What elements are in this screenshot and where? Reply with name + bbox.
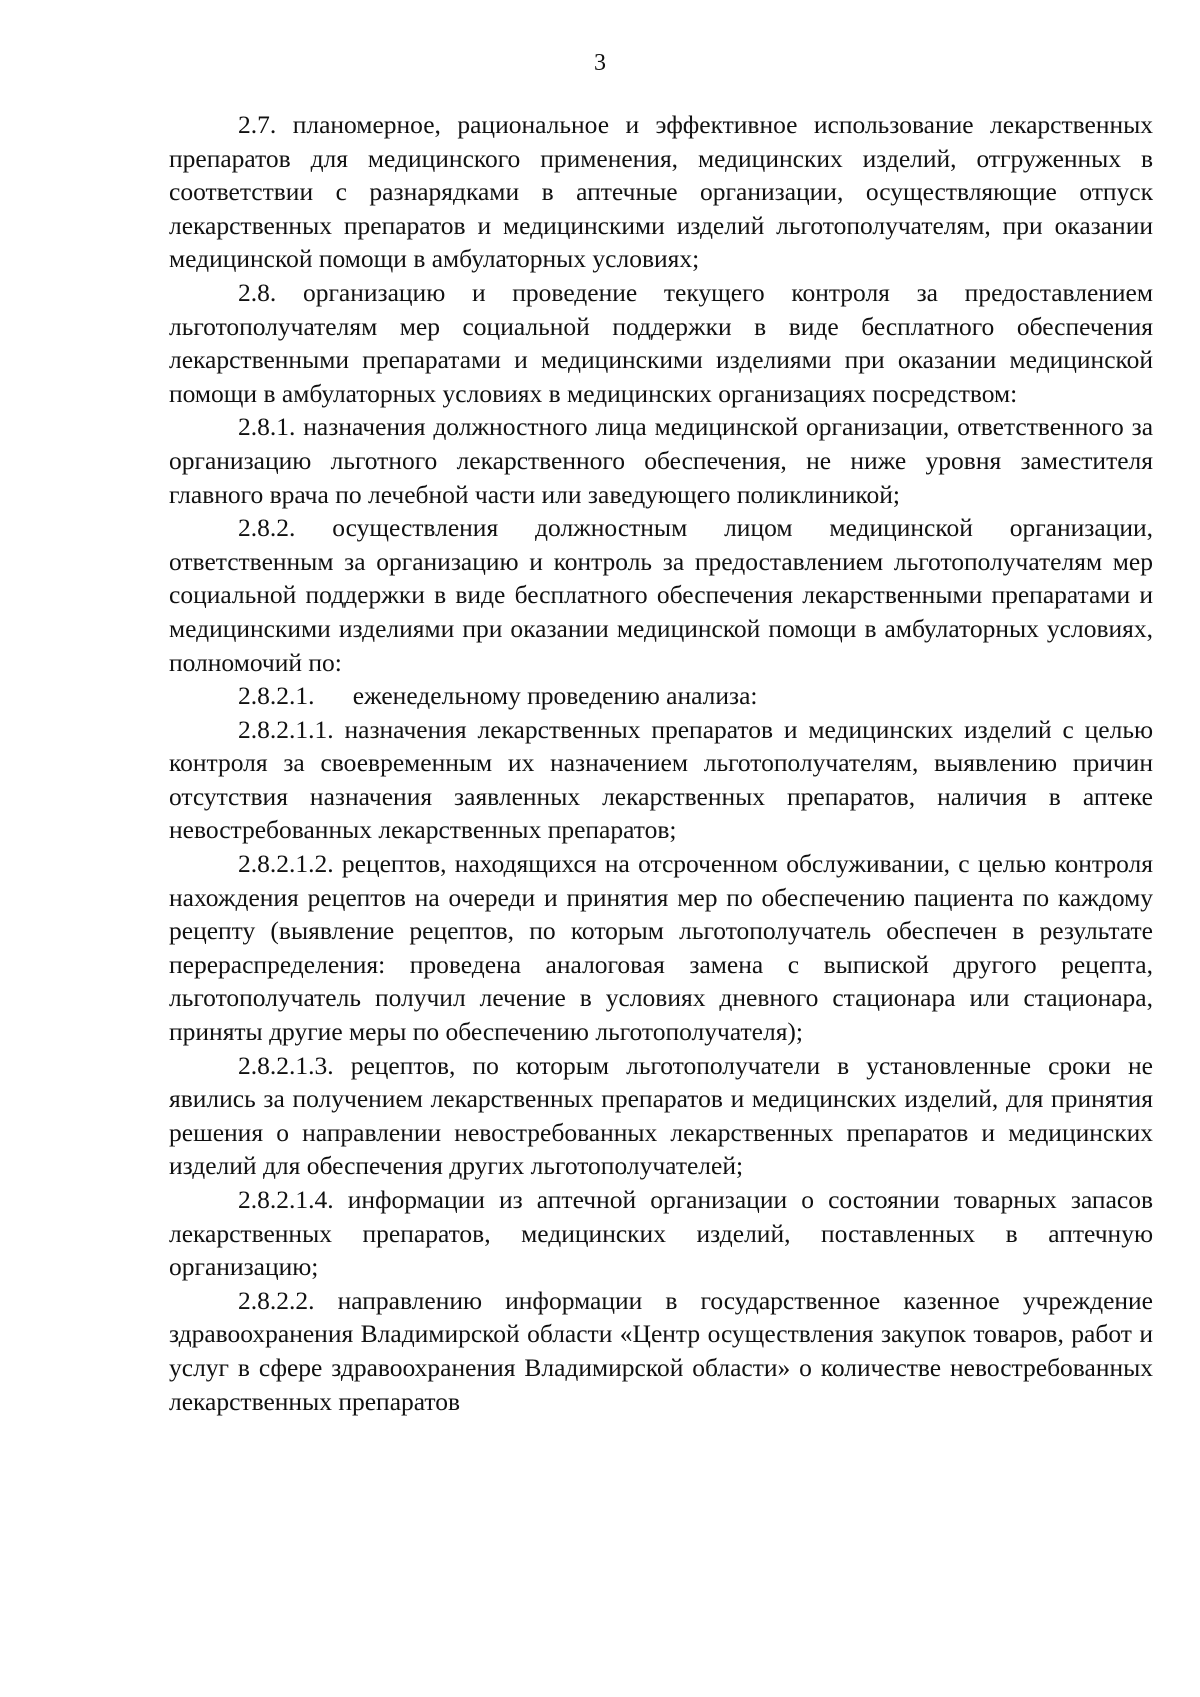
clause-2-8-2 (169, 511, 1153, 679)
clause-number: 2.8.2. (238, 513, 296, 543)
clause-text: информации из аптечной организации о состоянии товарных запасов лекарственных препаратов, медицинских изделий, поставленных в аптечную организацию; (169, 1185, 1154, 1282)
clause-2-7 (169, 108, 1153, 276)
clause-number: 2.7. (238, 110, 277, 139)
clause-number: 2.8.2.1.1. (238, 714, 334, 744)
clause-2-8-1 (169, 410, 1153, 511)
clause-2-8-2-2 (169, 1284, 1153, 1418)
clause-2-8-2-1-3 (169, 1049, 1153, 1183)
clause-2-8-2-1-4 (169, 1183, 1153, 1284)
clause-text: направлению информации в государственное казенное учреждение здравоохранения Владимирской области «Центр осуществления закупок товаров, работ и услуг в сфере здравоохранения Владимирской области» о количестве невостребованных лекарственных препаратов (169, 1285, 1153, 1416)
clause-number: 2.8.2.1.4. (238, 1185, 334, 1214)
clause-text: назначения лекарственных препаратов и медицинских изделий с целью контроля за своевременным их назначением льготополучателям, выявлению причин отсутствия назначения заявленных лекарственных препаратов, наличия в аптеке невостребованных лекарственных препаратов; (169, 714, 1154, 845)
clause-2-8-2-1-2 (169, 847, 1153, 1049)
clause-number: 2.8.2.2. (238, 1285, 315, 1315)
clause-number: 2.8. (238, 277, 277, 307)
clause-2-8-2-1-1 (169, 713, 1153, 847)
clause-number: 2.8.2.1.2. (238, 849, 334, 879)
clause-text: еженедельному проведению анализа: (352, 681, 758, 711)
clause-number: 2.8.2.1. (238, 681, 315, 711)
clause-text: рецептов, по которым льготополучатели в установленные сроки не явились за получением лекарственных препаратов и медицинских изделий, для принятия решения о направлении невостребованных лекарственных препаратов и медицинских изделий для обеспечения других льготополучателей; (169, 1050, 1154, 1181)
clause-text: назначения должностного лица медицинской организации, ответственного за организацию льготного лекарственного обеспечения, не ниже уровня заместителя главного врача по лечебной части или заведующего поликлиникой; (169, 412, 1154, 509)
clause-2-8 (169, 276, 1153, 410)
document-body (169, 108, 1153, 1418)
clause-number: 2.8.1. (238, 412, 296, 442)
clause-text: осуществления должностным лицом медицинской организации, ответственным за организацию и контроль за предоставлением льготополучателям мер социальной поддержки в виде бесплатного обеспечения лекарственными препаратами и медицинскими изделиями при оказании медицинской помощи в амбулаторных условиях, полномочий по: (169, 513, 1153, 677)
page-number: 3 (594, 50, 606, 76)
clause-text: планомерное, рациональное и эффективное использование лекарственных препаратов для медицинского применения, медицинских изделий, отгруженных в соответствии с разнарядками в аптечные организации, осуществляющие отпуск лекарственных препаратов и медицинскими изделий льготополучателям, при оказании медицинской помощи в амбулаторных условиях; (169, 110, 1154, 274)
clause-number: 2.8.2.1.3. (238, 1050, 334, 1080)
clause-text: рецептов, находящихся на отсроченном обслуживании, с целью контроля нахождения рецептов на очереди и принятия мер по обеспечению пациента по каждому рецепту (выявление рецептов, по которым льготополучатель обеспечен в результате перераспределения: проведена аналоговая замена с выпиской другого рецепта, льготополучатель получил лечение в условиях дневного стационара или стационара, приняты другие меры по обеспечению льготополучателя); (169, 849, 1154, 1047)
clause-text: организацию и проведение текущего контроля за предоставлением льготополучателям мер социальной поддержки в виде бесплатного обеспечения лекарственными препаратами и медицинскими изделиями при оказании медицинской помощи в амбулаторных условиях в медицинских организациях посредством: (169, 277, 1154, 408)
clause-2-8-2-1 (169, 679, 1153, 713)
